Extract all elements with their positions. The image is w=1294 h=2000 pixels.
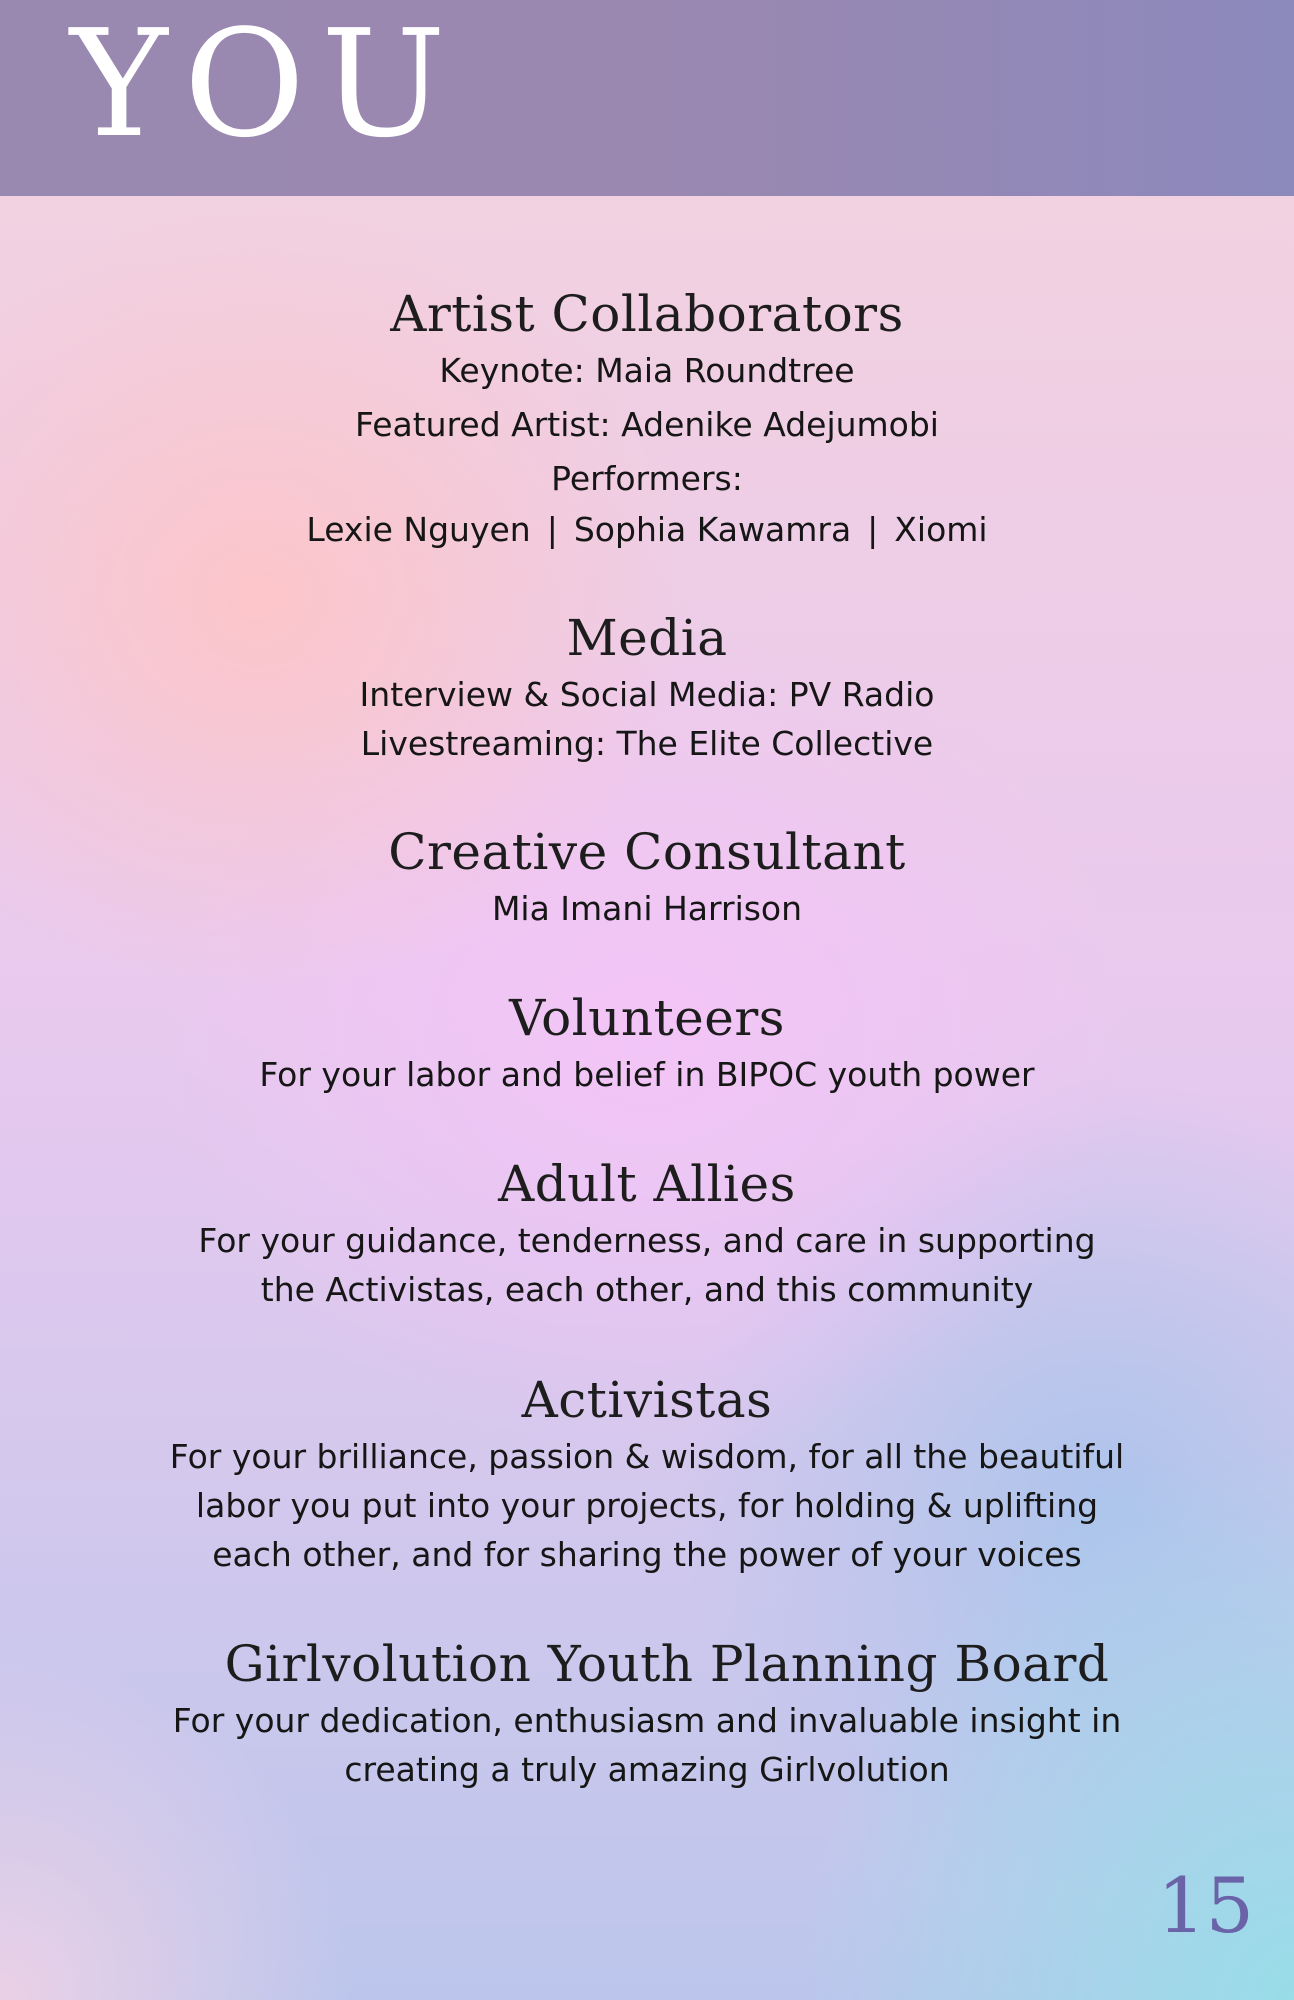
activistas-line: For your brilliance, passion & wisdom, for all the beautiful	[169, 1437, 1125, 1476]
consultant-name: Mia Imani Harrison	[491, 889, 803, 928]
section-media	[0, 606, 1294, 768]
planning-board-line: For your dedication, enthusiasm and invaluable insight in	[172, 1701, 1122, 1740]
page-title: YOU	[70, 0, 462, 170]
header-bar	[0, 0, 1294, 196]
performer-name: Lexie Nguyen	[306, 510, 531, 549]
featured-artist-line: Featured Artist: Adenike Adejumobi	[355, 405, 939, 444]
section-creative-consultant	[0, 820, 1294, 933]
adult-allies-line: the Activistas, each other, and this community	[260, 1270, 1034, 1309]
section-planning-board	[0, 1632, 1294, 1794]
performer-name: Sophia Kawamra	[573, 510, 852, 549]
section-heading: Adult Allies	[498, 1155, 796, 1213]
media-line: Livestreaming: The Elite Collective	[360, 724, 934, 763]
media-line: Interview & Social Media: PV Radio	[359, 675, 935, 714]
section-artist-collaborators	[0, 282, 1294, 554]
separator: |	[867, 510, 879, 549]
section-volunteers	[0, 986, 1294, 1099]
planning-board-line: creating a truly amazing Girlvolution	[344, 1750, 950, 1789]
section-heading: Artist Collaborators	[390, 285, 904, 343]
section-heading: Volunteers	[509, 989, 785, 1047]
adult-allies-line: For your guidance, tenderness, and care in supporting	[198, 1221, 1096, 1260]
section-heading: Girlvolution Youth Planning Board	[224, 1635, 1110, 1693]
performers-label: Performers:	[551, 459, 743, 498]
section-heading: Creative Consultant	[388, 823, 906, 881]
performers-list	[0, 505, 1294, 554]
volunteers-line: For your labor and belief in BIPOC youth power	[259, 1055, 1035, 1094]
section-activistas	[0, 1368, 1294, 1579]
separator: |	[546, 510, 558, 549]
page-number: 15	[1157, 1861, 1254, 1950]
section-heading: Activistas	[521, 1371, 773, 1429]
activistas-line: labor you put into your projects, for holding & uplifting	[195, 1486, 1099, 1525]
section-heading: Media	[566, 609, 728, 667]
keynote-line: Keynote: Maia Roundtree	[439, 351, 855, 390]
section-adult-allies	[0, 1152, 1294, 1314]
activistas-line: each other, and for sharing the power of your voices	[212, 1535, 1082, 1574]
performer-name: Xiomi	[894, 510, 988, 549]
